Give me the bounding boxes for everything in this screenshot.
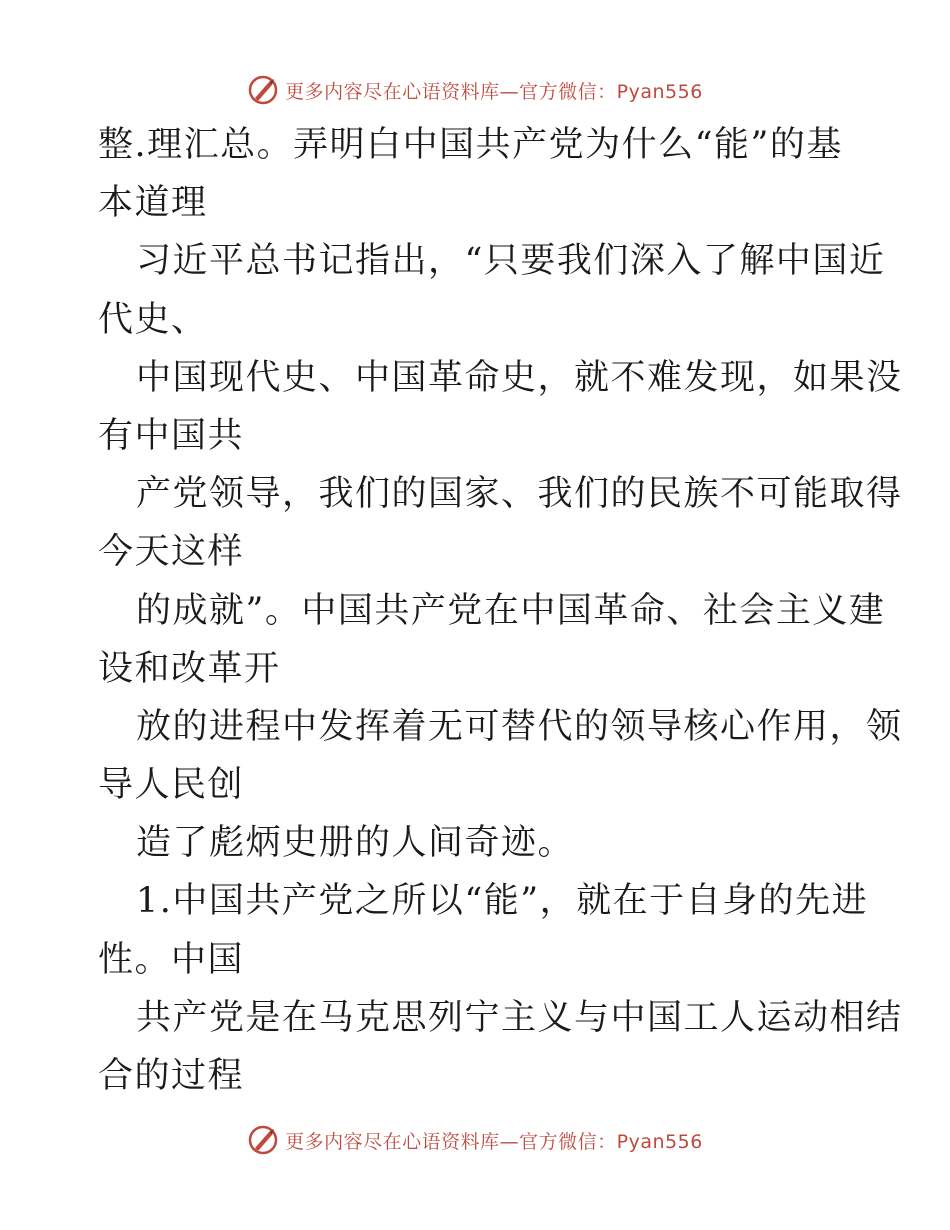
text-line: 习近平总书记指出，“只要我们深入了解中国近 xyxy=(136,241,886,282)
text-line: 产党领导，我们的国家、我们的民族不可能取得 xyxy=(136,474,903,515)
text-line: 中国现代史、中国革命史，就不难发现，如果没 xyxy=(136,357,903,398)
footer-watermark-text: 更多内容尽在心语资料库—官方微信：Pyan556 xyxy=(285,1130,703,1153)
header-watermark-text: 更多内容尽在心语资料库—官方微信：Pyan556 xyxy=(285,80,703,103)
quill-logo-icon xyxy=(247,74,279,106)
footer-watermark xyxy=(0,1120,950,1160)
text-line: 1.中国共产党之所以“能”，就在于自身的先进 xyxy=(136,881,869,922)
text-line: 代史、 xyxy=(98,299,208,340)
text-line: 放的进程中发挥着无可替代的领导核心作用，领 xyxy=(136,706,903,747)
text-line: 合的过程 xyxy=(98,1056,245,1096)
text-line: 共产党是在马克思列宁主义与中国工人运动相结 xyxy=(136,997,903,1038)
text-line: 性。中国 xyxy=(98,939,245,980)
document-body xyxy=(98,116,903,1105)
text-line: 导人民创 xyxy=(98,765,245,806)
header-watermark xyxy=(0,70,950,110)
quill-logo-icon xyxy=(247,1124,279,1156)
text-line: 的成就”。中国共产党在中国革命、社会主义建 xyxy=(136,590,886,631)
text-line: 整.理汇总。弄明白中国共产党为什么“能”的基 xyxy=(98,125,843,165)
text-line: 设和改革开 xyxy=(98,648,281,689)
text-line: 本道理 xyxy=(98,183,208,224)
text-line: 今天这样 xyxy=(98,532,245,573)
text-line: 造了彪炳史册的人间奇迹。 xyxy=(136,823,575,864)
text-line: 有中国共 xyxy=(98,415,245,456)
